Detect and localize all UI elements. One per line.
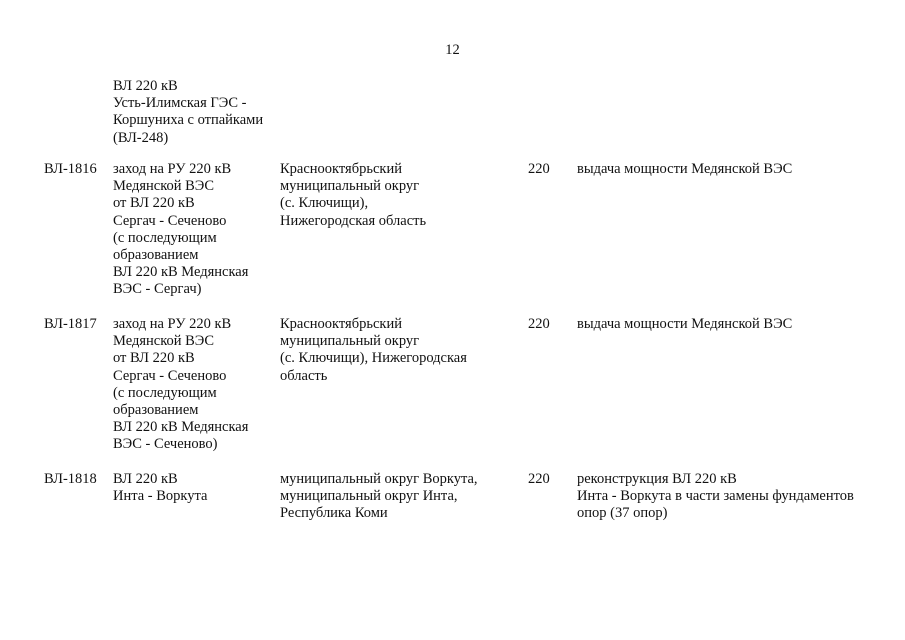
line-purpose: реконструкция ВЛ 220 кВ Инта - Воркута в части замены фундаментов опор (37 опор)	[577, 471, 854, 522]
line-voltage: 220	[528, 316, 550, 332]
line-id: ВЛ-1818	[44, 471, 97, 487]
line-id: ВЛ-1817	[44, 316, 97, 332]
line-location: муниципальный округ Воркута, муниципальный округ Инта, Республика Коми	[280, 471, 478, 522]
line-purpose: выдача мощности Медянской ВЭС	[577, 316, 793, 332]
line-name: заход на РУ 220 кВ Медянской ВЭС от ВЛ 220 кВ Сергач - Сеченово (с последующим образованием ВЛ 220 кВ Медянская ВЭС - Сеченово)	[113, 316, 249, 453]
line-id: ВЛ-1816	[44, 161, 97, 177]
line-purpose: выдача мощности Медянской ВЭС	[577, 161, 793, 177]
line-location: Краснооктябрьский муниципальный округ (с. Ключищи), Нижегородская область	[280, 316, 467, 384]
page-number: 12	[445, 42, 460, 58]
line-name: заход на РУ 220 кВ Медянской ВЭС от ВЛ 220 кВ Сергач - Сеченово (с последующим образованием ВЛ 220 кВ Медянская ВЭС - Сергач)	[113, 161, 249, 298]
line-location: Краснооктябрьский муниципальный округ (с. Ключищи), Нижегородская область	[280, 161, 427, 229]
line-name: ВЛ 220 кВ Усть-Илимская ГЭС - Коршуниха с отпайками (ВЛ-248)	[113, 78, 264, 146]
line-voltage: 220	[528, 471, 550, 487]
line-voltage: 220	[528, 161, 550, 177]
line-name: ВЛ 220 кВ Инта - Воркута	[113, 471, 208, 505]
